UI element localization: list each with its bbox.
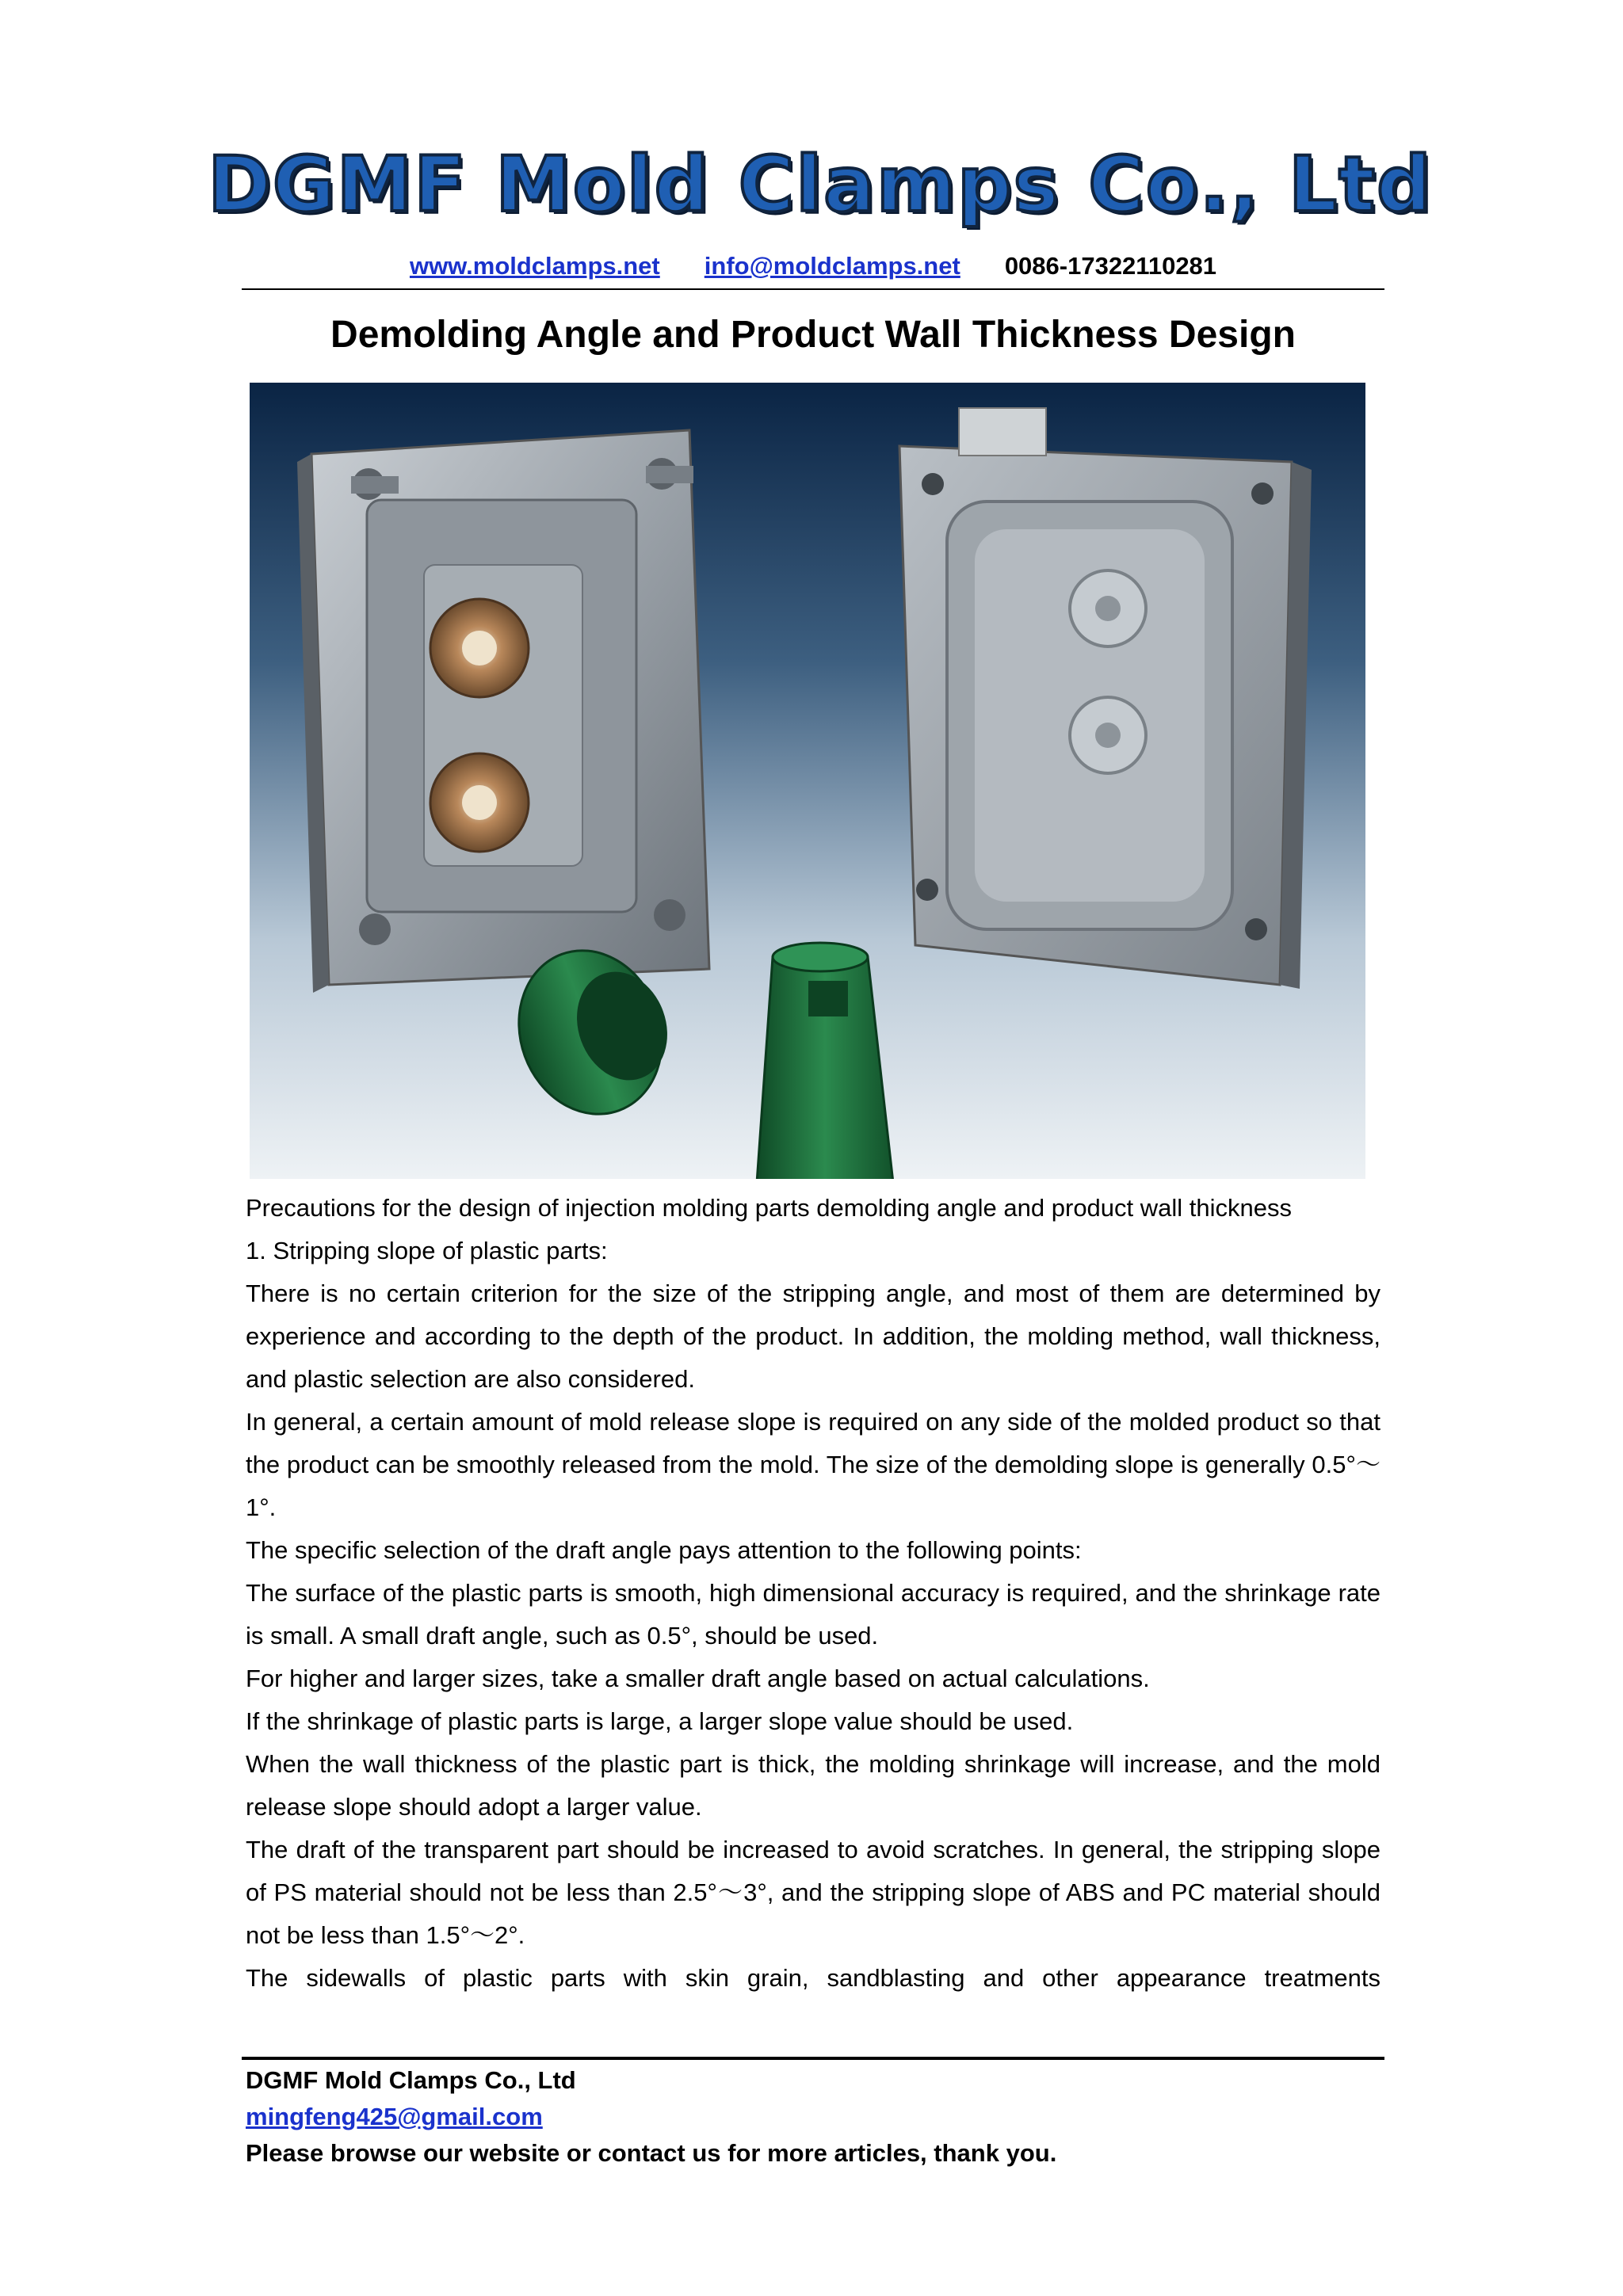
header-divider: [242, 288, 1384, 290]
company-logo: [208, 140, 1433, 229]
paragraph: Precautions for the design of injection molding parts demolding angle and product wall thickness: [246, 1194, 1292, 1222]
email-link[interactable]: info@moldclamps.net: [704, 252, 960, 280]
paragraph: The surface of the plastic parts is smooth, high dimensional accuracy is required, and the shrinkage rate is small. A small draft angle, such as 0.5°, should be used.: [246, 1579, 1381, 1650]
paragraph: There is no certain criterion for the size of the stripping angle, and most of them are determined by experience and according to the depth of the product. In addition, the molding method, wall thickness, and plastic selection are also considered.: [246, 1280, 1381, 1393]
paragraph: The sidewalls of plastic parts with skin grain, sandblasting and other appearance treatments: [246, 1964, 1381, 1992]
page-footer: [246, 2062, 1381, 2172]
footer-email-link[interactable]: mingfeng425@gmail.com: [246, 2103, 543, 2130]
paragraph: If the shrinkage of plastic parts is large, a larger slope value should be used.: [246, 1707, 1074, 1735]
paragraph: The draft of the transparent part should be increased to avoid scratches. In general, the stripping slope of PS material should not be less than 2.5°～3°, and the stripping slope of ABS and PC material should not be less than 1.5°～2°.: [246, 1836, 1381, 1949]
article-body: [246, 1187, 1381, 2000]
footer-company: DGMF Mold Clamps Co., Ltd: [246, 2066, 576, 2094]
footer-note: Please browse our website or contact us for more articles, thank you.: [246, 2139, 1057, 2167]
phone-number: 0086-17322110281: [1004, 252, 1217, 280]
mold-illustration: [250, 383, 1365, 1179]
paragraph: The specific selection of the draft angle pays attention to the following points:: [246, 1536, 1082, 1564]
header-contact-bar: [242, 252, 1384, 287]
footer-divider: [242, 2057, 1384, 2060]
paragraph: When the wall thickness of the plastic part is thick, the molding shrinkage will increase, and the mold release slope should adopt a larger value.: [246, 1750, 1381, 1821]
paragraph: In general, a certain amount of mold release slope is required on any side of the molded product so that the product can be smoothly released from the mold. The size of the demolding slope is generally 0.5°～1°.: [246, 1408, 1381, 1521]
injection-mold-photo: [250, 383, 1365, 1179]
logo-text: DGMF Mold Clamps Co., Ltd: [208, 140, 1433, 229]
paragraph: For higher and larger sizes, take a smaller draft angle based on actual calculations.: [246, 1665, 1150, 1692]
page-title: Demolding Angle and Product Wall Thickness Design: [330, 314, 1296, 356]
paragraph: 1. Stripping slope of plastic parts:: [246, 1237, 608, 1264]
website-link[interactable]: www.moldclamps.net: [409, 252, 660, 280]
